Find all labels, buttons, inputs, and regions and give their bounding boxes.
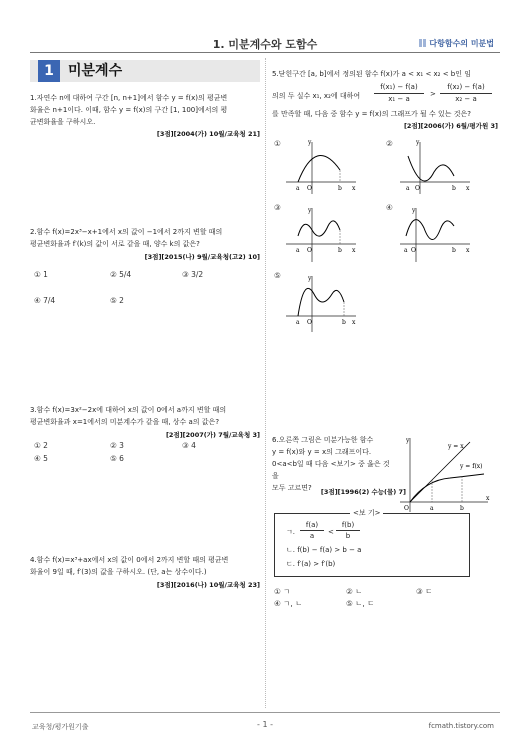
axis-origin-label: O [307,247,312,254]
q5-frac1-denominator: x₁ − a [388,95,410,103]
axis-a-label: a [296,319,300,326]
q5-frac2-denominator: x₂ − a [455,95,477,103]
axis-b-label: b [460,505,464,512]
q3-option-3[interactable]: ③ 4 [182,441,196,450]
axis-a-label: a [296,185,300,192]
bogi-frac1-numerator: f(a) [300,520,324,531]
q4-line: 4.함수 f(x)=x³+ax에서 x의 값이 0에서 2까지 변할 때의 평균변 [30,556,229,564]
q5-line: 5.닫힌구간 [a, b]에서 정의된 함수 f(x)가 a < x₁ < x₂ < b인 임 [272,70,471,78]
footer-left: 교육청/평가원기출 [32,723,89,731]
footer-url[interactable]: fcmath.tistory.com [428,722,494,730]
bogi-item-2: ㄴ. f(b) − f(a) > b − a [286,546,362,554]
q6-source: [3점][1996(2) 수능(물) 7] [320,488,406,496]
bogi-item-1-prefix: ㄱ. [286,528,295,536]
axis-x-label: x [466,185,470,192]
axis-origin-label: O [307,319,312,326]
axis-a-label: a [296,247,300,254]
axis-y-label: y [416,139,420,146]
axis-y-label: y [308,139,312,146]
q2-line: 2.함수 f(x)=2x³−x+1에서 x의 값이 −1에서 2까지 변할 때의 [30,228,223,236]
q2-option-3[interactable]: ③ 3/2 [182,270,204,279]
axis-y-label: y [412,207,416,214]
q1-source: [3점][2004(가) 10월/교육청 21] [156,130,260,138]
q6-line: 0<a<b일 때 다음 <보기> 중 옳은 것을 [272,460,390,480]
bogi-item-1-frac2 [336,520,360,541]
q6-graph [396,434,496,514]
axis-a-label: a [430,505,434,512]
q5-graph-3 [282,204,362,264]
axis-y-label: y [308,207,312,214]
q5-fraction-1 [374,82,424,105]
axis-b-label: b [342,319,346,326]
q3-source: [2점][2007(가) 7월/교육청 3] [165,431,260,439]
q5-graph-2 [396,136,476,196]
footer-divider [30,712,500,713]
question-4 [30,554,262,578]
line-label: y = x [448,443,464,450]
q1-line: 균변화율을 구하시오. [30,118,96,126]
q4-source: [3점][2016(나) 10월/교육청 23] [156,581,260,589]
q2-line: 평균변화율과 f′(k)의 값이 서로 같을 때, 양수 k의 값은? [30,240,200,248]
section-title: 미분계수 [68,63,123,79]
question-1 [30,92,262,128]
axis-origin-label: O [411,247,416,254]
column-divider [265,58,266,708]
axis-x-label: x [352,319,356,326]
q5-gt: > [430,90,436,98]
header-subject-label: 다항함수의 미분법 [429,39,494,48]
q5-graph-1 [282,136,362,196]
bogi-frac1-denominator: a [309,532,315,540]
q3-line: 평균변화율과 x=1에서의 미분계수가 같을 때, 상수 a의 값은? [30,418,220,426]
q2-option-1[interactable]: ① 1 [34,270,48,279]
q2-option-4[interactable]: ④ 7/4 [34,296,56,305]
q5-fraction-2 [440,82,492,105]
question-5 [272,68,502,80]
header-subject [419,38,494,49]
q2-source: [3점][2015(나) 9월/교육청(고2) 10] [144,253,260,261]
bogi-frac2-denominator: b [345,532,351,540]
q3-line: 3.함수 f(x)=3x²−2x에 대하여 x의 값이 0에서 a까지 변할 때의 [30,406,227,414]
q5-line: 를 만족할 때, 다음 중 함수 y = f(x)의 그래프가 될 수 있는 것은? [272,110,471,118]
axis-b-label: b [452,185,456,192]
q6-option-1[interactable]: ① ㄱ [274,587,291,596]
bogi-title: <보 기> [350,508,383,518]
q3-option-4[interactable]: ④ 5 [34,454,48,463]
axis-a-label: a [404,247,408,254]
q2-option-2[interactable]: ② 5/4 [110,270,132,279]
q1-line: 1.자연수 n에 대하여 구간 [n, n+1]에서 함수 y = f(x)의 평균변 [30,94,228,102]
bogi-item-3: ㄷ. f′(a) > f′(b) [286,560,336,568]
q3-option-5[interactable]: ⑤ 6 [110,454,124,463]
q3-option-2[interactable]: ② 3 [110,441,124,450]
q6-line: 모두 고르면? [272,484,312,492]
q4-line: 화율이 9일 때, f′(3)의 값을 구하시오. (단, a는 상수이다.) [30,568,207,576]
q2-option-5[interactable]: ⑤ 2 [110,296,124,305]
bogi-item-1-lt: < [328,528,334,536]
bogi-frac2-numerator: f(b) [336,520,360,531]
q6-option-4[interactable]: ④ ㄱ, ㄴ [274,599,303,608]
curve-label: y = f(x) [460,463,483,470]
q6-line: y = f(x)와 y = x의 그래프이다. [272,448,372,456]
axis-x-label: x [352,185,356,192]
question-3 [30,404,262,428]
section-banner [30,60,260,82]
q5-line: 의의 두 실수 x₁, x₂에 대하여 [272,92,361,100]
axis-b-label: b [338,247,342,254]
q5-graph-4 [396,204,476,264]
q5-option-2[interactable]: ② [386,139,393,148]
axis-b-label: b [452,247,456,254]
q1-line: 화율은 n+1이다. 이때, 함수 y = f(x)의 구간 [1, 100]에서의 평 [30,106,228,114]
q5-option-4[interactable]: ④ [386,203,393,212]
question-6 [272,434,392,494]
axis-origin-label: O [307,185,312,192]
axis-x-label: x [352,247,356,254]
axis-b-label: b [338,185,342,192]
section-number: 1 [38,60,60,82]
q3-option-1[interactable]: ① 2 [34,441,48,450]
axis-x-label: x [466,247,470,254]
q5-option-1[interactable]: ① [274,139,281,148]
q6-option-5[interactable]: ⑤ ㄴ, ㄷ [346,599,375,608]
page-number: - 1 - [257,720,273,729]
q5-graph-5 [282,272,362,334]
q6-option-2[interactable]: ② ㄴ [346,587,363,596]
q5-frac2-numerator: f(x₂) − f(a) [440,82,492,94]
axis-x-label: x [486,495,490,502]
axis-y-label: y [406,437,410,444]
axis-origin-label: O [404,505,409,512]
axis-origin-label: O [415,185,420,192]
q5-source: [2점][2006(가) 6월/평가원 3] [403,122,498,130]
axis-a-label: a [406,185,410,192]
q6-line: 6.오른쪽 그림은 미분가능한 함수 [272,436,374,444]
axis-y-label: y [308,275,312,282]
header-divider [30,52,500,53]
q6-option-3[interactable]: ③ ㄷ [416,587,433,596]
q5-option-3[interactable]: ③ [274,203,281,212]
bogi-item-1-frac1 [300,520,324,541]
question-2 [30,226,262,250]
q5-option-5[interactable]: ⑤ [274,271,281,280]
q5-frac1-numerator: f(x₁) − f(a) [374,82,424,94]
page-header-title: 1. 미분계수와 도함수 [212,38,318,51]
